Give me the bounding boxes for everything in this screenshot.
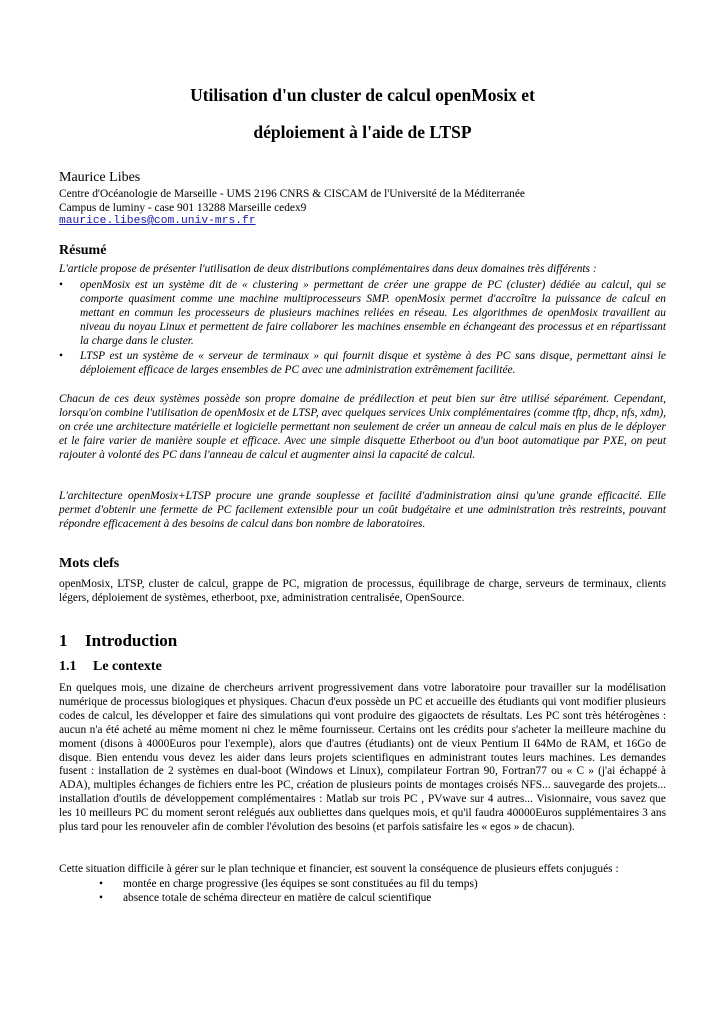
keywords-text: openMosix, LTSP, cluster de calcul, grappe de PC, migration de processus, équilibrage de charge, serveurs de terminaux, clients légers, déploiement de systèmes, etherboot, pxe, administration centralisée, OpenSource. bbox=[59, 578, 666, 604]
resume-bullet-text: LTSP est un système de « serveur de terminaux » qui fournit disque et système à des PC sans disque, permettant ainsi le déploiement efficace de larges ensembles de PC avec une administration extrêmement facilitée. bbox=[80, 350, 666, 376]
author-address: Campus de luminy - case 901 13288 Marseille cedex9 bbox=[59, 202, 307, 214]
resume-bullet-openmosix bbox=[59, 279, 666, 349]
keywords-heading: Mots clefs bbox=[59, 556, 120, 571]
subsection-number: 1.1 bbox=[59, 659, 77, 674]
intro-paragraph-2: Cette situation difficile à gérer sur le plan technique et financier, est souvent la conséquence de plusieurs effets conjugués : bbox=[59, 863, 619, 875]
intro-bullet-1 bbox=[99, 878, 666, 892]
section-number: 1 bbox=[59, 631, 68, 650]
author-name: Maurice Libes bbox=[59, 170, 141, 185]
bullet-marker: • bbox=[99, 892, 103, 904]
intro-paragraph-1: En quelques mois, une dizaine de chercheurs arrivent progressivement dans votre laboratoire pour travailler sur la modélisation numérique de processus biologiques et physiques. Chacun d'eux possède un PC et accueille des étudiants qui vont modifier plusieurs codes de calcul, les développer et faire des simulations qui vont produire des gigaoctets de résultats. Les PC sont très hétérogènes : aucun n'a été acheté au même moment ni chez le même fournisseur. Certains ont les crédits pour s'acheter la meilleure machine du moment (disons à 4000Euros pour l'exemple), alors que d'autres (étudiants) ont de vieux Pentium II 64Mo de RAM, et 16Go de disque. Bien entendu vous devez les aider dans leurs projets scientifiques en administrant toutes leurs machines. Les demandes fusent : installation de 2 systèmes en dual-boot (Windows et Linux), compilateur Fortran 90, Fortran77 ou « C » (j'ai échappé à ADA), multiples échanges de fichiers entre les PC, création de plusieurs points de montages croisés NFS... sauvegarde des projets... installation d'outils de développement complémentaires : Matlab sur trois PC , PVwave sur 4 autres... Visionnaire, vous savez que les 10 meilleurs PC du moment seront relégués aux oubliettes dans quelques mois, et qu'il faudra 40000Euros supplémentaires 3 ans plus tard pour les renouveler afin de combler l'évolution des besoins (et parfois satisfaire les « egos » de chacun). bbox=[59, 682, 666, 834]
title-line-1: Utilisation d'un cluster de calcul openMosix et bbox=[190, 85, 535, 105]
resume-heading: Résumé bbox=[59, 243, 107, 258]
section-heading-introduction bbox=[59, 631, 177, 651]
title-line-2: déploiement à l'aide de LTSP bbox=[253, 122, 472, 142]
resume-bullet-ltsp bbox=[59, 350, 666, 378]
author-affiliation: Centre d'Océanologie de Marseille - UMS 2196 CNRS & CISCAM de l'Université de la Méditerranée bbox=[59, 188, 525, 200]
subsection-heading-contexte bbox=[59, 658, 162, 675]
bullet-marker: • bbox=[99, 878, 103, 890]
author-email-link[interactable]: maurice.libes@com.univ-mrs.fr bbox=[59, 215, 256, 227]
resume-paragraph-3: L'architecture openMosix+LTSP procure une grande souplesse et facilité d'administration ainsi qu'une grande efficacité. Elle permet d'obtenir une fermette de PC facilement extensible pour un coût budgétaire et une administration très restreints, pouvant répondre efficacement à des besoins de calcul dans bon nombre de laboratoires. bbox=[59, 490, 666, 530]
intro-bullet-2 bbox=[99, 892, 666, 906]
bullet-marker: • bbox=[59, 279, 63, 291]
resume-bullet-text: openMosix est un système dit de « clustering » permettant de créer une grappe de PC (cluster) dédiée au calcul, qui se comporte quasiment comme une machine multiprocesseurs SMP. openMosix permet d'accroître la puissance de calcul en mettant en commun les processeurs de plusieurs machines reliées en réseau. Les algorithmes de openMosix travaillent au niveau du noyau Linux et permettent de faire collaborer les machines ensemble en échangeant des processus et en répartissant la charge dans le cluster. bbox=[80, 279, 666, 347]
resume-paragraph-2: Chacun de ces deux systèmes possède son propre domaine de prédilection et peut bien sur être utilisé séparément. Cependant, lorsqu'on combine l'utilisation de openMosix et de LTSP, avec quelques services Unix complémentaires (comme tftp, dhcp, nfs, xdm), on crée une architecture matérielle et logicielle permettant non seulement de créer un anneau de calcul mais en plus de le déployer et le faire varier de manière souple et efficace. Avec une simple disquette Etherboot ou d'un boot automatique par PXE, on peut rajouter à volonté des PC dans l'anneau de calcul et augmenter ainsi la capacité de calcul. bbox=[59, 393, 666, 461]
resume-intro: L'article propose de présenter l'utilisation de deux distributions complémentaires dans deux domaines très différents : bbox=[59, 263, 597, 275]
section-title: Introduction bbox=[85, 631, 178, 650]
subsection-title: Le contexte bbox=[93, 659, 162, 674]
intro-bullet-text: montée en charge progressive (les équipes se sont constituées au fil du temps) bbox=[123, 878, 478, 890]
bullet-marker: • bbox=[59, 350, 63, 362]
intro-bullet-text: absence totale de schéma directeur en matière de calcul scientifique bbox=[123, 892, 432, 904]
